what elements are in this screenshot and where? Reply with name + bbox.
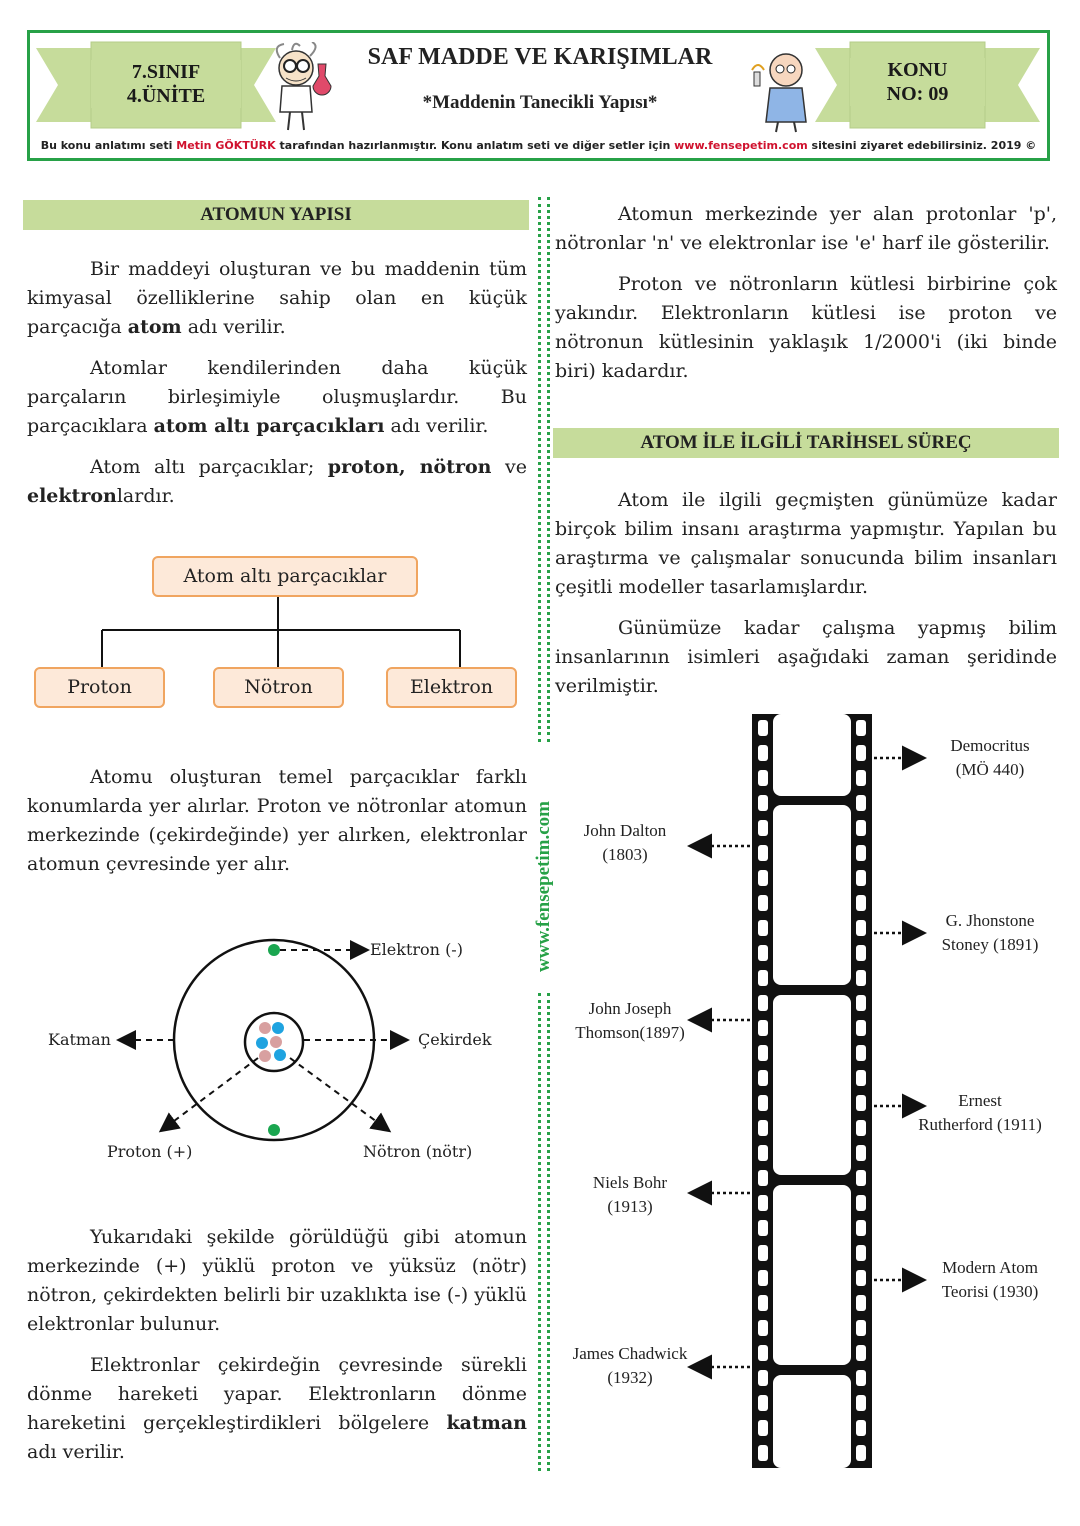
label-layer: Katman [48, 1030, 111, 1049]
sprocket-hole [758, 720, 768, 736]
timeline-item-dalton: John Dalton (1803) [583, 821, 667, 864]
sprocket-hole [758, 1445, 768, 1461]
right-top-text [555, 200, 1057, 386]
scientist-left-icon [262, 42, 342, 134]
nucleus-particle [272, 1022, 284, 1034]
sprocket-hole [856, 1145, 866, 1161]
paragraph-layer: Elektronlar çekirdeğin çevresinde sürekli dönme hareketi yapar. Elektronların dönme hareketini gerçekleştirdikleri bölgelere katman adı verilir. [27, 1354, 527, 1463]
paragraph-mass: Proton ve nötronların kütlesi birbirine çok yakındır. Elektronların kütlesi ise proton ve nötronun kütlesinin yaklaşık 1/2000'i (iki binde biri) kadardır. [555, 273, 1057, 382]
timeline-item-chadwick: James Chadwick (1932) [572, 1344, 688, 1387]
sprocket-hole [856, 1045, 866, 1061]
left-bottom-text [27, 1223, 527, 1467]
sprocket-hole [758, 970, 768, 986]
nucleus-particle [256, 1037, 268, 1049]
sprocket-hole [758, 1220, 768, 1236]
sprocket-hole [856, 1345, 866, 1361]
film-frame [773, 714, 851, 796]
section-atom-structure: ATOMUN YAPISI [23, 200, 529, 230]
sprocket-hole [758, 845, 768, 861]
sprocket-hole [856, 1370, 866, 1386]
sprocket-hole [758, 1120, 768, 1136]
divider-site-text: www.fensepetim.com [533, 801, 554, 972]
credit-text: Bu konu anlatımı seti [40, 139, 177, 152]
sprocket-hole [758, 1420, 768, 1436]
timeline-item-thomson: John Joseph Thomson(1897) [575, 999, 685, 1042]
sprocket-hole [856, 820, 866, 836]
tree-proton-box: Proton [34, 667, 165, 708]
topic-number: NO: 09 [850, 82, 985, 106]
column-divider-top [538, 197, 550, 742]
sprocket-hole [758, 1370, 768, 1386]
paragraph-timeline-intro: Günümüze kadar çalışma yapmış bilim insanlarının isimleri aşağıdaki zaman şeridinde verilmiştir. [555, 617, 1057, 697]
sprocket-hole [856, 970, 866, 986]
sprocket-hole [856, 745, 866, 761]
tree-neutron-box: Nötron [213, 667, 344, 708]
label-proton: Proton (+) [107, 1142, 193, 1161]
label-nucleus: Çekirdek [418, 1030, 492, 1049]
section-history: ATOM İLE İLGİLİ TARİHSEL SÜREÇ [553, 428, 1059, 458]
sprocket-hole [856, 720, 866, 736]
sprocket-hole [856, 1195, 866, 1211]
film-frame [773, 995, 851, 1175]
sprocket-hole [758, 1395, 768, 1411]
paragraph-subatomic: Atomlar kendilerinden daha küçük parçaların birleşimiyle oluşmuşlardır. Bu parçacıklara atom altı parçacıkları adı verilir. [27, 357, 527, 437]
sprocket-hole [758, 1170, 768, 1186]
sprocket-hole [856, 770, 866, 786]
atom-diagram [40, 930, 520, 1170]
sprocket-hole [856, 1170, 866, 1186]
credit-author: Metin GÖKTÜRK [176, 139, 276, 152]
nucleus-particle [274, 1049, 286, 1061]
sprocket-hole [758, 1345, 768, 1361]
credit-text-end: sitesini ziyaret edebilirsiniz. 2019 © [807, 139, 1037, 152]
sprocket-hole [856, 920, 866, 936]
nucleus-particle [259, 1050, 271, 1062]
sprocket-hole [856, 1270, 866, 1286]
unit-label: 4.ÜNİTE [91, 84, 241, 108]
credit-site-link[interactable]: www.fensepetim.com [674, 139, 808, 152]
sprocket-hole [856, 945, 866, 961]
sprocket-hole [758, 1295, 768, 1311]
nucleus-particle [270, 1036, 282, 1048]
paragraph-atom-def: Bir maddeyi oluşturan ve bu maddenin tüm kimyasal özelliklerine sahip olan en küçük parçacığa atom adı verilir. [27, 258, 527, 338]
right-history-text [555, 486, 1057, 701]
sprocket-hole [856, 1245, 866, 1261]
timeline-item-bohr: Niels Bohr (1913) [592, 1173, 668, 1216]
sprocket-hole [856, 795, 866, 811]
credit-text-mid: tarafından hazırlanmıştır. Konu anlatım seti ve diğer setler için [275, 139, 675, 152]
topic-label: KONU [850, 58, 985, 82]
sprocket-hole [758, 945, 768, 961]
page-subtitle: *Maddenin Tanecikli Yapısı* [422, 92, 658, 113]
grade-label: 7.SINIF [91, 60, 241, 84]
sprocket-hole [856, 1120, 866, 1136]
sprocket-hole [758, 1070, 768, 1086]
film-frame [773, 1185, 851, 1365]
electron-dot [268, 944, 280, 956]
page-title: SAF MADDE VE KARIŞIMLAR [367, 44, 713, 70]
paragraph-symbols: Atomun merkezinde yer alan protonlar 'p', nötronlar 'n' ve elektronlar ise 'e' harf ile gösterilir. [555, 203, 1057, 254]
sprocket-hole [856, 845, 866, 861]
film-frame [773, 1375, 851, 1468]
sprocket-hole [758, 770, 768, 786]
sprocket-hole [758, 1195, 768, 1211]
timeline-item-modern-atom: Modern Atom Teorisi (1930) [941, 1258, 1039, 1301]
sprocket-hole [856, 895, 866, 911]
left-intro-text [27, 255, 527, 511]
electron-dot [268, 1124, 280, 1136]
sprocket-hole [758, 1095, 768, 1111]
sprocket-hole [856, 1420, 866, 1436]
sprocket-hole [758, 1270, 768, 1286]
scientist-right-icon [740, 42, 820, 134]
sprocket-hole [758, 895, 768, 911]
sprocket-hole [856, 995, 866, 1011]
sprocket-hole [856, 1070, 866, 1086]
sprocket-hole [856, 1320, 866, 1336]
sprocket-hole [758, 820, 768, 836]
credit-line [30, 139, 1047, 152]
sprocket-hole [856, 870, 866, 886]
timeline-item-rutherford: Ernest Rutherford (1911) [918, 1091, 1042, 1134]
paragraph-particles: Atom altı parçacıklar; proton, nötron ve elektronlardır. [27, 456, 527, 507]
column-divider-bottom [538, 993, 550, 1471]
film-frame [773, 805, 851, 985]
sprocket-hole [758, 1145, 768, 1161]
paragraph-research: Atom ile ilgili geçmişten günümüze kadar birçok bilim insanı araştırma yapmıştır. Yapılan bu araştırma ve çalışmalar sonucunda bilim insanları çeşitli modeller tasarlamışlardır. [555, 489, 1057, 598]
sprocket-hole [758, 1245, 768, 1261]
sprocket-hole [758, 995, 768, 1011]
timeline-item-stoney: G. Jhonstone Stoney (1891) [941, 911, 1039, 954]
sprocket-hole [758, 1045, 768, 1061]
sprocket-hole [856, 1295, 866, 1311]
sprocket-hole [856, 1445, 866, 1461]
label-electron: Elektron (-) [370, 940, 463, 959]
label-neutron: Nötron (nötr) [363, 1142, 473, 1161]
sprocket-hole [856, 1095, 866, 1111]
paragraph-charges: Yukarıdaki şekilde görüldüğü gibi atomun merkezinde (+) yüklü proton ve yüksüz (nötr) nötron, çekirdekten belirli bir uzaklıkta ise (-) yüklü elektronlar bulunur. [27, 1226, 527, 1335]
sprocket-hole [758, 795, 768, 811]
sprocket-hole [856, 1395, 866, 1411]
sprocket-hole [856, 1220, 866, 1236]
timeline-item-democritus: Democritus (MÖ 440) [950, 736, 1030, 779]
sprocket-hole [758, 870, 768, 886]
nucleus-particle [259, 1022, 271, 1034]
tree-connectors [20, 590, 530, 670]
sprocket-hole [758, 1020, 768, 1036]
paragraph-positions: Atomu oluşturan temel parçacıklar farklı konumlarda yer alırlar. Proton ve nötronlar atomun merkezinde (çekirdeğinde) yer alırken, elektronlar atomun çevresinde yer alır. [27, 766, 527, 875]
sprocket-hole [758, 920, 768, 936]
sprocket-hole [758, 1320, 768, 1336]
sprocket-hole [758, 745, 768, 761]
sprocket-hole [856, 1020, 866, 1036]
tree-electron-box: Elektron [386, 667, 517, 708]
paragraph-positions-wrap [27, 763, 527, 879]
tree-root-box: Atom altı parçacıklar [152, 556, 418, 597]
